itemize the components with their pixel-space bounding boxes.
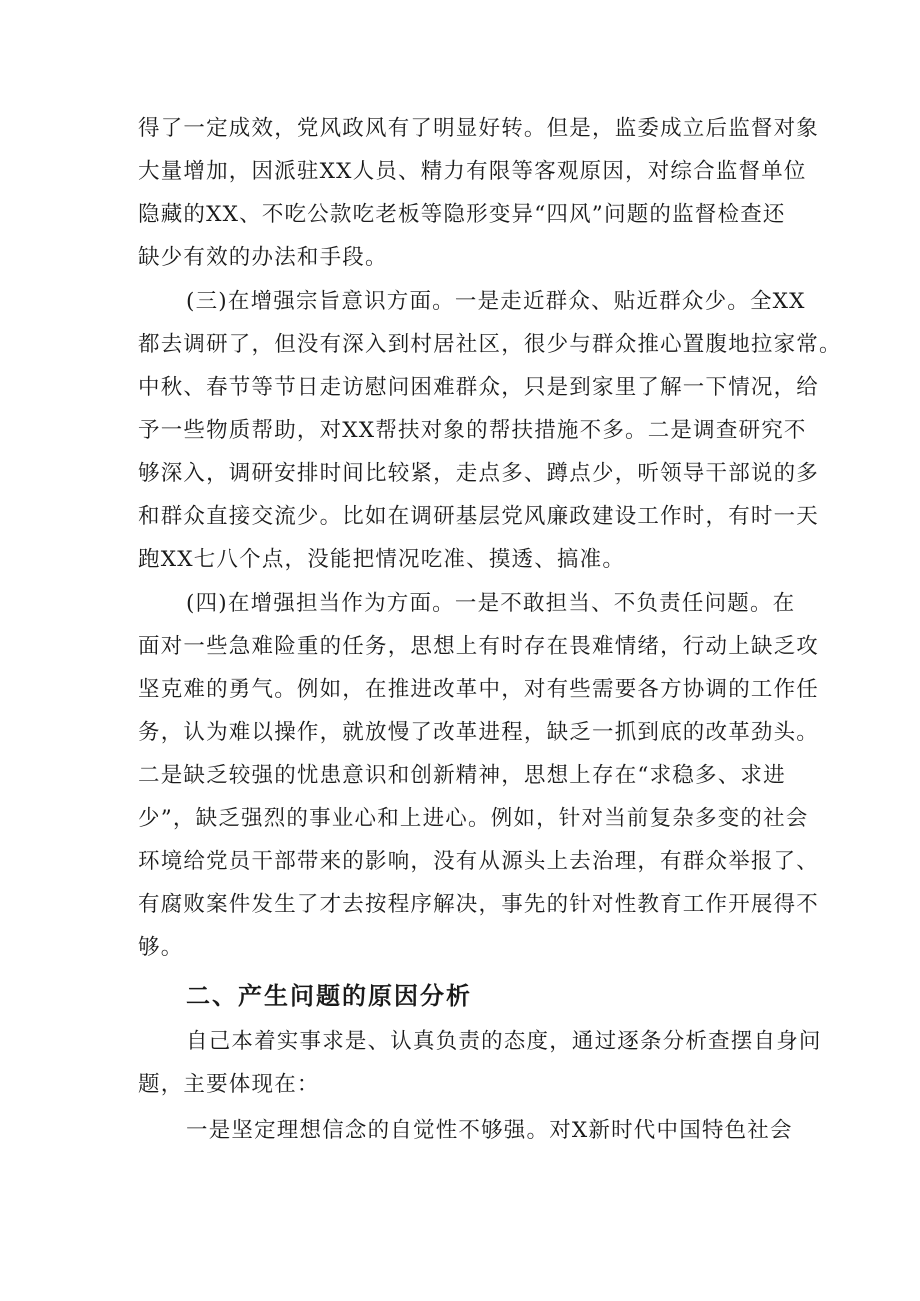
paragraph-line: 坚克难的勇气。例如，在推进改革中，对有些需要各方协调的工作任 bbox=[138, 677, 820, 702]
paragraph-line: 自己本着实事求是、认真负责的态度，通过逐条分析查摆自身问 bbox=[186, 1029, 822, 1054]
paragraph-line: 面对一些急难险重的任务，思想上有时存在畏难情绪，行动上缺乏攻 bbox=[138, 634, 820, 659]
paragraph-line: 有腐败案件发生了才去按程序解决，事先的针对性教育工作开展得不 bbox=[138, 892, 820, 917]
paragraph-line: 跑XX七八个点，没能把情况吃准、摸透、搞准。 bbox=[138, 547, 626, 572]
paragraph-line: 缺少有效的办法和手段。 bbox=[138, 245, 388, 270]
paragraph-line: 环境给党员干部带来的影响，没有从源头上去治理，有群众举报了、 bbox=[138, 849, 820, 874]
section-heading: 二、产生问题的原因分析 bbox=[186, 982, 472, 1010]
paragraph-line: 少”，缺乏强烈的事业心和上进心。例如，针对当前复杂多变的社会 bbox=[138, 806, 809, 831]
paragraph-line: (四)在增强担当作为方面。一是不敢担当、不负责任问题。在 bbox=[186, 591, 796, 616]
paragraph-line: 够深入，调研安排时间比较紧，走点多、蹲点少，听领导干部说的多 bbox=[138, 461, 820, 486]
paragraph-line: 和群众直接交流少。比如在调研基层党风廉政建设工作时，有时一天 bbox=[138, 504, 820, 529]
paragraph-line: 够。 bbox=[138, 935, 184, 960]
paragraph-line: 隐藏的XX、不吃公款吃老板等隐形变异“四风”问题的监督检查还 bbox=[138, 202, 786, 227]
paragraph-line: 一是坚定理想信念的自觉性不够强。对X新时代中国特色社会 bbox=[186, 1118, 793, 1143]
paragraph-line: 务，认为难以操作，就放慢了改革进程，缺乏一抓到底的改革劲头。 bbox=[138, 720, 820, 745]
paragraph-line: 大量增加，因派驻XX人员、精力有限等客观原因，对综合监督单位 bbox=[138, 159, 807, 184]
paragraph-line: 予一些物质帮助，对XX帮扶对象的帮扶措施不多。二是调查研究不 bbox=[138, 418, 807, 443]
paragraph-line: 都去调研了，但没有深入到村居社区，很少与群众推心置腹地拉家常。 bbox=[138, 332, 842, 357]
paragraph-line: 得了一定成效，党风政风有了明显好转。但是，监委成立后监督对象 bbox=[138, 116, 820, 141]
paragraph-line: 二是缺乏较强的忧患意识和创新精神，思想上存在“求稳多、求进 bbox=[138, 763, 786, 788]
paragraph-line: 中秋、春节等节日走访慰问困难群众，只是到家里了解一下情况，给 bbox=[138, 375, 820, 400]
paragraph-line: (三)在增强宗旨意识方面。一是走近群众、贴近群众少。全XX bbox=[186, 289, 806, 314]
paragraph-line: 题，主要体现在： bbox=[138, 1072, 320, 1097]
